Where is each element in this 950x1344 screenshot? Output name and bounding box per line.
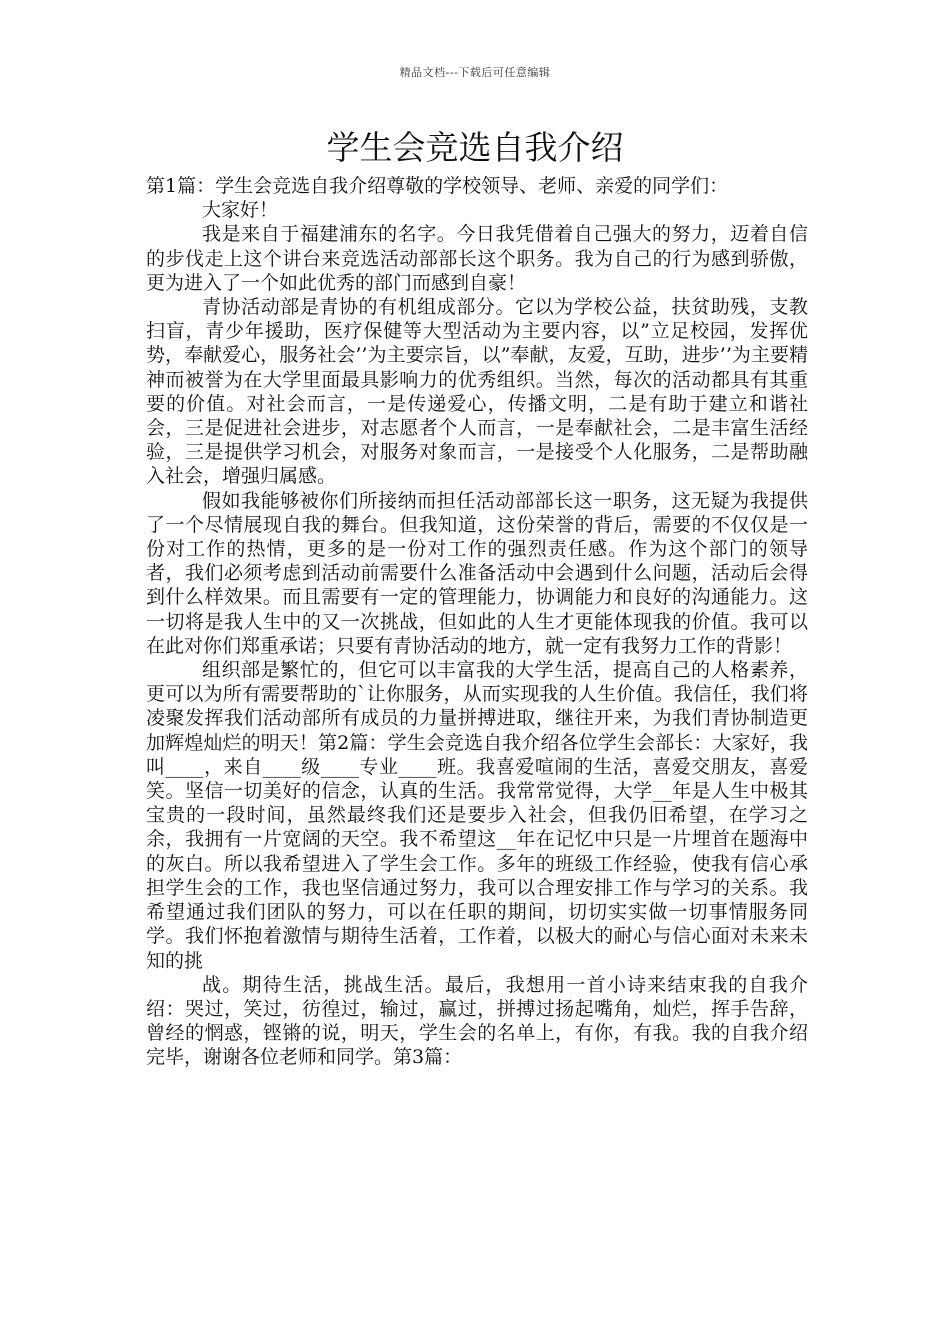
document-title: 学生会竞选自我介绍 — [326, 128, 624, 167]
paragraph: 大家好！ — [202, 199, 279, 222]
paragraph: 假如我能够被你们所接纳而担任活动部部长这一职务，这无疑为我提供了一个尽情展现自我的舞台。但我知道，这份荣誉的背后，需要的不仅仅是一份对工作的热情，更多的是一份对工作的强烈责任感。作为这个部门的领导者，我们必须考虑到活动前需要什么准备活动中会遇到什么问题，活动后会得到什么样效果。而且需要有一定的管理能力，协调能力和良好的沟通能力。这一切将是我人生中的又一次挑战，但如此的人生才更能体现我的价值。我可以在此对你们郑重承诺；只要有青协活动的地方，就一定有我努力工作的背影！ — [146, 489, 808, 657]
paragraph: 我是来自于福建浦东的名字。今日我凭借着自己强大的努力，迈着自信的步伐走上这个讲台来竞选活动部部长这个职务。我为自己的行为感到骄傲，更为进入了一个如此优秀的部门而感到自豪！ — [146, 223, 808, 294]
paragraph: 战。期待生活，挑战生活。最后，我想用一首小诗来结束我的自我介绍：哭过，笑过，彷徨过，输过，赢过，拼搏过扬起嘴角，灿烂，挥手告辞，曾经的惘惑，铿锵的说，明天，学生会的名单上，有你，有我。我的自我介绍完毕，谢谢各位老师和同学。第3篇： — [146, 973, 808, 1069]
document-body — [146, 174, 808, 1070]
paragraph: 第1篇：学生会竞选自我介绍尊敬的学校领导、老师、亲爱的同学们： — [146, 175, 729, 197]
paragraph: 组织部是繁忙的，但它可以丰富我的大学生活，提高自己的人格素养，更可以为所有需要帮助的`让你服务，从而实现我的人生价值。我信任，我们将凌聚发挥我们活动部所有成员的力量拼搏进取，继往开来，为我们青协制造更加辉煌灿烂的明天！第2篇：学生会竞选自我介绍各位学生会部长：大家好，我叫____，来自____级____专业____班。我喜爱喧闹的生活，喜爱交朋友，喜爱笑。坚信一切美好的信念，认真的生活。我常常觉得，大学__年是人生中极其宝贵的一段时间，虽然最终我们还是要步入社会，但我仍旧希望，在学习之余，我拥有一片宽阔的天空。我不希望这__年在记忆中只是一片埋首在题海中的灰白。所以我希望进入了学生会工作。多年的班级工作经验，使我有信心承担学生会的工作，我也坚信通过努力，我可以合理安排工作与学习的关系。我希望通过我们团队的努力，可以在任职的期间，切切实实做一切事情服务同学。我们怀抱着激情与期待生活着，工作着，以极大的耐心与信心面对未来未知的挑 — [146, 659, 808, 972]
paragraph: 青协活动部是青协的有机组成部分。它以为学校公益，扶贫助残，支教扫盲，青少年援助，医疗保健等大型活动为主要内容，以”立足校园，发挥优势，奉献爱心，服务社会’’为主要宗旨，以”奉献，友爱，互助，进步’’为主要精神而被誉为在大学里面最具影响力的优秀组织。当然，每次的活动都具有其重要的价值。对社会而言，一是传递爱心，传播文明，二是有助于建立和谐社会，三是促进社会进步，对志愿者个人而言，一是奉献社会，二是丰富生活经验，三是提供学习机会，对服务对象而言，一是接受个人化服务，二是帮助融入社会，增强归属感。 — [146, 296, 808, 488]
header-note: 精品文档---下载后可任意编辑 — [399, 66, 551, 79]
